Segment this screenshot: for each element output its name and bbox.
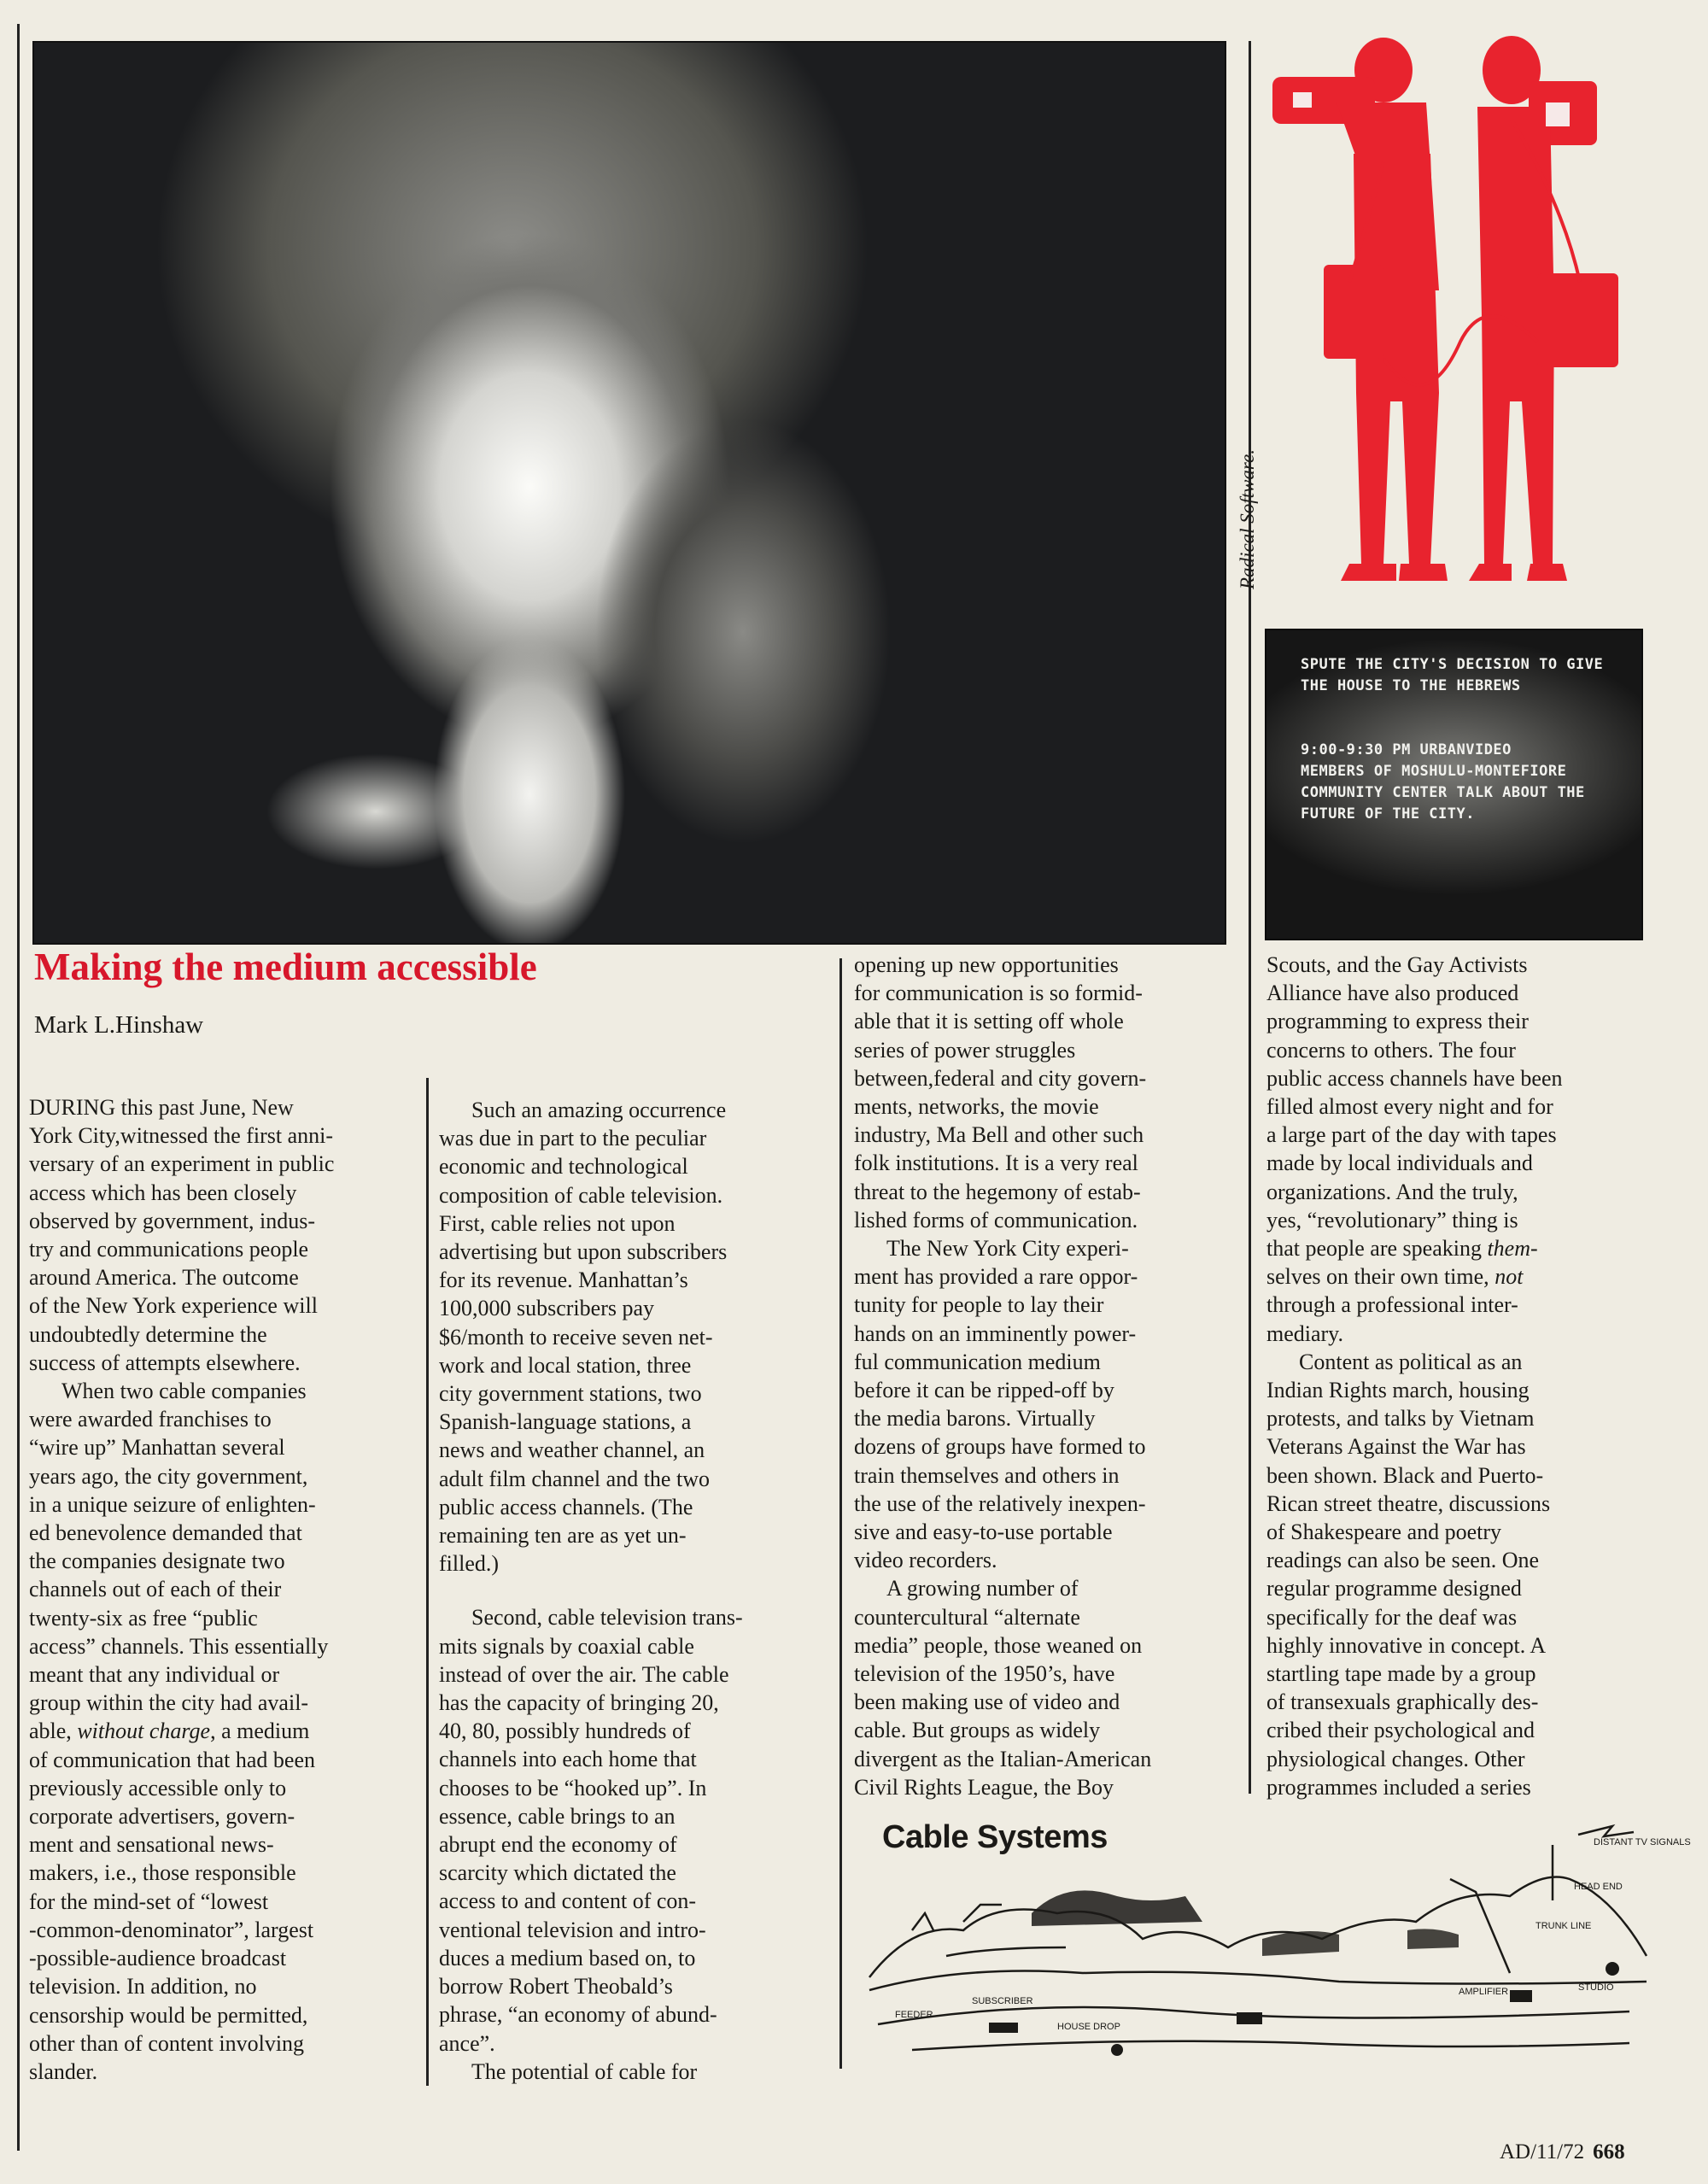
text-line: -common-denominator”, largest: [29, 1917, 314, 1942]
text-line: mits signals by coaxial cable: [439, 1633, 694, 1659]
left-page-rule: [17, 24, 20, 2151]
text-line: Civil Rights League, the Boy: [854, 1774, 1114, 1800]
text-line: been making use of video and: [854, 1689, 1120, 1715]
text-line: protests, and talks by Vietnam: [1266, 1406, 1535, 1432]
text-line: television. In addition, no: [29, 1974, 257, 2000]
text-line: remaining ten are as yet un-: [439, 1523, 687, 1549]
text-line: city government stations, two: [439, 1381, 702, 1407]
text-line: borrow Robert Theobald’s: [439, 1974, 673, 2000]
text-line: public access channels have been: [1266, 1065, 1563, 1091]
text-line: try and communications people: [29, 1237, 309, 1262]
text-line: Rican street theatre, discussions: [1266, 1490, 1551, 1516]
text-line: tunity for people to lay their: [854, 1292, 1104, 1318]
label-subscriber: SUBSCRIBER: [972, 1996, 1033, 2006]
article-column-1: [29, 1093, 422, 2086]
text-line: through a professional inter-: [1266, 1292, 1518, 1318]
text-line: able, without charge, a medium: [29, 1719, 310, 1744]
article-headline: Making the medium accessible: [34, 946, 537, 988]
text-line: mediary.: [1266, 1320, 1343, 1346]
text-line: programmes included a series: [1266, 1774, 1531, 1800]
tv-screen-photograph: [1265, 629, 1643, 940]
tv-caption-line: THE HOUSE TO THE HEBREWS: [1301, 677, 1521, 694]
label-amplifier: AMPLIFIER: [1459, 1987, 1509, 1997]
text-line: of Shakespeare and poetry: [1266, 1519, 1502, 1545]
text-line: organizations. And the truly,: [1266, 1179, 1518, 1204]
text-line: Second, cable television trans-: [471, 1605, 743, 1631]
text-line: corporate advertisers, govern-: [29, 1804, 295, 1830]
column-rule-1: [426, 1078, 429, 2086]
text-line: meant that any individual or: [29, 1662, 280, 1688]
column-rule-2: [839, 958, 842, 2069]
text-line: has the capacity of bringing 20,: [439, 1690, 719, 1716]
label-studio: STUDIO: [1578, 1982, 1614, 1993]
text-line: made by local individuals and: [1266, 1151, 1533, 1176]
text-line: access” channels. This essentially: [29, 1633, 329, 1659]
article-byline: Mark L.Hinshaw: [34, 1011, 204, 1039]
text-line: folk institutions. It is a very real: [854, 1151, 1138, 1176]
text-line: of the New York experience will: [29, 1293, 318, 1319]
article-column-2: [439, 1096, 832, 2086]
text-line: concerns to others. The four: [1266, 1037, 1516, 1063]
text-line: between,federal and city govern-: [854, 1065, 1147, 1091]
text-line: regular programme designed: [1266, 1576, 1522, 1601]
text-line: channels into each home that: [439, 1747, 697, 1772]
text-line: Scouts, and the Gay Activists: [1266, 952, 1528, 977]
text-line: of communication that had been: [29, 1747, 316, 1772]
column-rule-3: [1249, 41, 1251, 1794]
text-line: before it can be ripped-off by: [854, 1378, 1114, 1403]
text-line: able that it is setting off whole: [854, 1009, 1124, 1034]
text-line: television of the 1950’s, have: [854, 1661, 1115, 1687]
cable-systems-title: Cable Systems: [882, 1819, 1108, 1855]
text-line: ed benevolence demanded that: [29, 1520, 302, 1546]
text-line: physiological changes. Other: [1266, 1746, 1525, 1771]
text-line: other than of content involving: [29, 2030, 305, 2056]
label-trunk-line: TRUNK LINE: [1535, 1921, 1592, 1931]
text-line: startling tape made by a group: [1266, 1661, 1536, 1687]
text-line: instead of over the air. The cable: [439, 1661, 729, 1687]
text-line: work and local station, three: [439, 1352, 692, 1378]
text-line: been shown. Black and Puerto-: [1266, 1462, 1544, 1488]
text-line: success of attempts elsewhere.: [29, 1350, 301, 1375]
label-feeder: FEEDER: [895, 2010, 933, 2020]
text-line: Spanish-language stations, a: [439, 1409, 692, 1435]
page-folio: [1500, 2140, 1625, 2164]
text-line: observed by government, indus-: [29, 1208, 316, 1233]
text-line: essence, cable brings to an: [439, 1803, 676, 1829]
page-number: 668: [1593, 2140, 1625, 2164]
label-house-drop: HOUSE DROP: [1057, 2022, 1120, 2032]
issue-code: AD/11/72: [1500, 2140, 1585, 2164]
text-line: access which has been closely: [29, 1180, 297, 1205]
text-line: Content as political as an: [1299, 1349, 1523, 1374]
text-line: threat to the hegemony of estab-: [854, 1179, 1141, 1204]
text-line: news and weather channel, an: [439, 1437, 705, 1463]
text-line: scarcity which dictated the: [439, 1860, 676, 1886]
text-line: series of power struggles: [854, 1037, 1076, 1063]
text-line: programming to express their: [1266, 1009, 1529, 1034]
text-line: opening up new opportunities: [854, 952, 1119, 977]
text-line: When two cable companies: [61, 1379, 307, 1404]
photo-credit-text: Radical Software.: [1237, 449, 1258, 589]
text-line: The potential of cable for: [471, 2058, 698, 2084]
text-line: versary of an experiment in public: [29, 1151, 335, 1177]
tv-caption-line: FUTURE OF THE CITY.: [1301, 805, 1475, 823]
text-line: Veterans Against the War has: [1266, 1434, 1526, 1460]
text-line: the use of the relatively inexpen-: [854, 1490, 1146, 1516]
text-line: ventional television and intro-: [439, 1917, 706, 1942]
text-line: adult film channel and the two: [439, 1466, 710, 1491]
text-line: selves on their own time, not: [1266, 1264, 1524, 1290]
text-line: “wire up” Manhattan several: [29, 1435, 285, 1461]
text-line: sive and easy-to-use portable: [854, 1519, 1113, 1545]
text-line: A growing number of: [886, 1576, 1079, 1601]
text-line: DURING this past June, New: [29, 1095, 294, 1120]
text-line: $6/month to receive seven net-: [439, 1324, 713, 1350]
text-line: readings can also be seen. One: [1266, 1548, 1540, 1573]
text-line: Alliance have also produced: [1266, 981, 1519, 1006]
text-line: were awarded franchises to: [29, 1407, 272, 1432]
text-line: ment has provided a rare oppor-: [854, 1264, 1138, 1290]
text-line: economic and technological: [439, 1154, 688, 1180]
text-line: group within the city had avail-: [29, 1690, 309, 1716]
text-line: censorship would be permitted,: [29, 2002, 308, 2028]
text-line: cable. But groups as widely: [854, 1718, 1101, 1743]
text-line: divergent as the Italian-American: [854, 1746, 1152, 1771]
text-line: countercultural “alternate: [854, 1604, 1080, 1630]
text-line: previously accessible only to: [29, 1775, 287, 1800]
text-line: train themselves and others in: [854, 1462, 1120, 1488]
tv-caption-line: MEMBERS OF MOSHULU-MONTEFIORE: [1301, 763, 1567, 780]
text-line: Indian Rights march, housing: [1266, 1378, 1530, 1403]
text-line: Such an amazing occurrence: [471, 1098, 727, 1122]
text-line: composition of cable television.: [439, 1182, 723, 1208]
text-line: cribed their psychological and: [1266, 1718, 1535, 1743]
text-line: the media barons. Virtually: [854, 1406, 1096, 1432]
text-line: the companies designate two: [29, 1549, 285, 1574]
label-distant-signals: DISTANT TV SIGNALS: [1594, 1837, 1691, 1847]
text-line: -possible-audience broadcast: [29, 1946, 287, 1971]
text-line: video recorders.: [854, 1548, 997, 1573]
text-line: makers, i.e., those responsible: [29, 1860, 296, 1886]
text-line: filled almost every night and for: [1266, 1094, 1553, 1120]
video-operators-illustration: [1255, 34, 1640, 624]
text-line: chooses to be “hooked up”. In: [439, 1775, 707, 1800]
text-line: abrupt end the economy of: [439, 1832, 677, 1858]
text-line: industry, Ma Bell and other such: [854, 1122, 1144, 1148]
text-line: phrase, “an economy of abund-: [439, 2002, 717, 2028]
text-line: hands on an imminently power-: [854, 1320, 1137, 1346]
text-line: ful communication medium: [854, 1349, 1101, 1374]
text-line: for communication is so formid-: [854, 981, 1143, 1006]
text-line: undoubtedly determine the: [29, 1321, 267, 1347]
article-column-4: [1266, 951, 1659, 1801]
text-line: was due in part to the peculiar: [439, 1126, 707, 1151]
text-line: First, cable relies not upon: [439, 1210, 676, 1236]
text-line: York City,witnessed the first anni-: [29, 1123, 334, 1149]
text-line: The New York City experi-: [886, 1236, 1129, 1262]
text-line: years ago, the city government,: [29, 1463, 308, 1489]
text-line: advertising but upon subscribers: [439, 1239, 728, 1265]
cable-systems-illustration: [861, 1819, 1691, 2076]
text-line: a large part of the day with tapes: [1266, 1122, 1557, 1148]
text-line: highly innovative in concept. A: [1266, 1632, 1547, 1658]
text-line: 40, 80, possibly hundreds of: [439, 1719, 691, 1744]
text-line: 100,000 subscribers pay: [439, 1296, 655, 1321]
text-line: in a unique seizure of enlighten-: [29, 1491, 316, 1517]
text-line: dozens of groups have formed to: [854, 1434, 1146, 1460]
text-line: yes, “revolutionary” thing is: [1266, 1207, 1518, 1233]
text-line: ment and sensational news-: [29, 1832, 274, 1858]
text-line: for its revenue. Manhattan’s: [439, 1268, 688, 1293]
text-line: lished forms of communication.: [854, 1207, 1138, 1233]
text-line: that people are speaking them-: [1266, 1236, 1538, 1262]
label-head-end: HEAD END: [1574, 1882, 1623, 1892]
text-line: duces a medium based on, to: [439, 1945, 696, 1970]
tv-caption-line: COMMUNITY CENTER TALK ABOUT THE: [1301, 784, 1585, 801]
text-line: around America. The outcome: [29, 1265, 299, 1291]
text-line: ments, networks, the movie: [854, 1094, 1099, 1120]
text-line: for the mind-set of “lowest: [29, 1888, 269, 1914]
text-line: ance”.: [439, 2030, 495, 2056]
text-line: of transexuals graphically des-: [1266, 1689, 1539, 1715]
text-line: twenty-six as free “public: [29, 1605, 258, 1631]
text-line: public access channels. (The: [439, 1494, 693, 1519]
text-line: channels out of each of their: [29, 1577, 282, 1602]
text-line: slander.: [29, 2058, 98, 2084]
text-line: filled.): [439, 1551, 500, 1577]
main-photograph: [32, 41, 1226, 945]
article-column-3: [854, 951, 1247, 1801]
tv-caption-line: 9:00-9:30 PM URBANVIDEO: [1301, 741, 1512, 758]
text-line: access to and content of con-: [439, 1888, 697, 1914]
text-line: specifically for the deaf was: [1266, 1604, 1518, 1630]
tv-caption-line: SPUTE THE CITY'S DECISION TO GIVE: [1301, 656, 1604, 673]
text-line: media” people, those weaned on: [854, 1632, 1143, 1658]
